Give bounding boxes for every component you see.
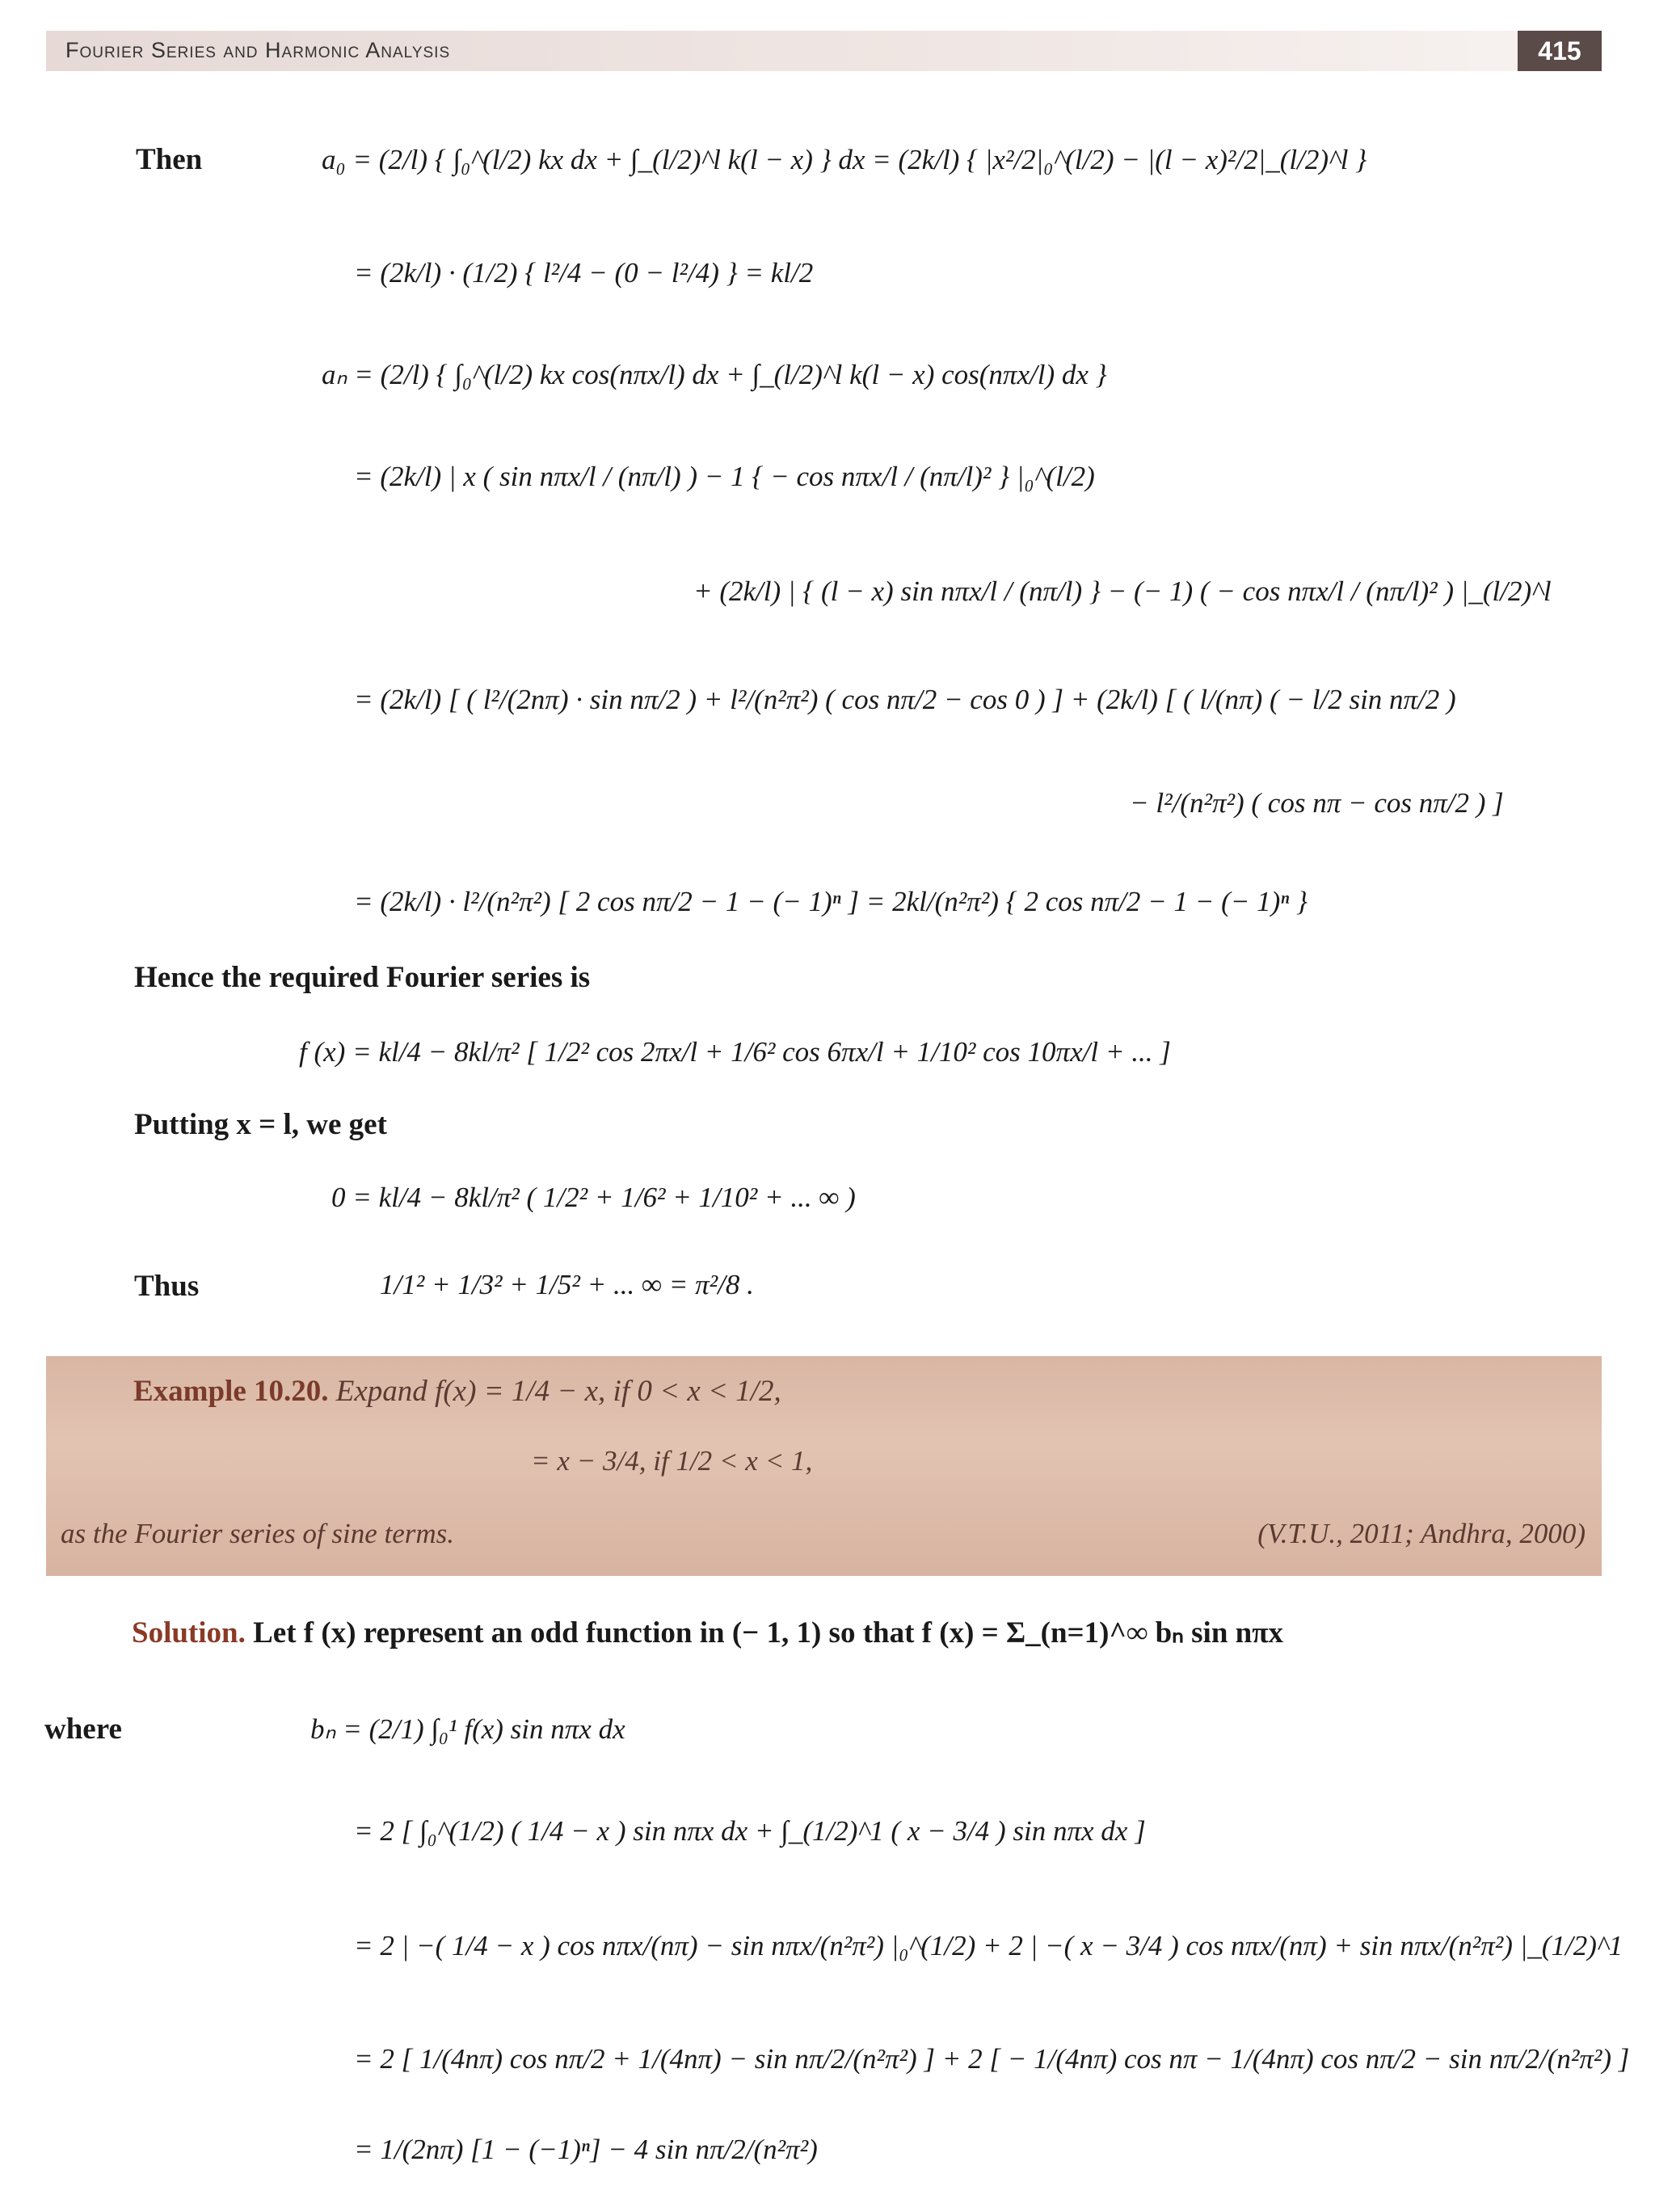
an-equation-line3: + (2k/l) | { (l − x) sin nπx/l / (nπ/l) } − (− 1) ( − cos nπx/l / (nπ/l)² ) |_(l/2)^l: [693, 575, 1552, 607]
an-equation-line2: = (2k/l) | x ( sin nπx/l / (nπ/l) ) − 1 { − cos nπx/l / (nπ/l)² } |₀^(l/2): [354, 461, 1095, 492]
fourier-series-equation: f (x) = kl/4 − 8kl/π² [ 1/2² cos 2πx/l + 1/6² cos 6πx/l + 1/10² cos 10πx/l + ... ]: [299, 1036, 1171, 1068]
example-text3: as the Fourier series of sine terms.: [61, 1518, 455, 1549]
thus-label: Thus: [134, 1270, 200, 1303]
example-citation: (V.T.U., 2011; Andhra, 2000): [1257, 1518, 1586, 1549]
solution-text: Let f (x) represent an odd function in (− 1, 1) so that f (x) = Σ_(n=1)^∞ bₙ sin nπx: [253, 1616, 1284, 1650]
a0-equation-line1: a₀ = (2/l) { ∫₀^(l/2) kx dx + ∫_(l/2)^l k(l − x) } dx = (2k/l) { |x²/2|₀^(l/2) − |(l − x)²/2|_(l/2)^l }: [322, 144, 1367, 175]
a0-equation-line2: = (2k/l) · (1/2) { l²/4 − (0 − l²/4) } = kl/2: [354, 257, 814, 289]
example-box: [46, 1356, 1602, 1576]
an-equation-line4: = (2k/l) [ ( l²/(2nπ) · sin nπ/2 ) + l²/(n²π²) ( cos nπ/2 − cos 0 ) ] + (2k/l) [ ( l/(nπ) ( − l/2 sin nπ/2 ): [354, 684, 1456, 715]
then-label: Then: [136, 143, 203, 176]
bn-equation-line4: = 2 [ 1/(4nπ) cos nπ/2 + 1/(4nπ) − sin nπ/2/(n²π²) ] + 2 [ − 1/(4nπ) cos nπ − 1/(4nπ) cos nπ/2 − sin nπ/2/(n²π²) ]: [354, 2043, 1630, 2075]
bn-equation-line1: bₙ = (2/1) ∫₀¹ f(x) sin nπx dx: [310, 1713, 625, 1745]
an-equation-line1: aₙ = (2/l) { ∫₀^(l/2) kx cos(nπx/l) dx + ∫_(l/2)^l k(l − x) cos(nπx/l) dx }: [322, 359, 1107, 390]
zero-equation: 0 = kl/4 − 8kl/π² ( 1/2² + 1/6² + 1/10² + ... ∞ ): [331, 1182, 856, 1213]
where-label: where: [44, 1713, 122, 1746]
example-text2: = x − 3/4, if 1/2 < x < 1,: [531, 1445, 813, 1477]
running-header: [46, 31, 1602, 71]
example-text1: Expand f(x) = 1/4 − x, if 0 < x < 1/2,: [335, 1375, 781, 1408]
bn-equation-line3: = 2 | −( 1/4 − x ) cos nπx/(nπ) − sin nπx/(n²π²) |₀^(1/2) + 2 | −( x − 3/4 ) cos nπx/(nπ) + sin nπx/(n²π²) |_(1/2)^1: [354, 1930, 1623, 1961]
basel-sum-equation: 1/1² + 1/3² + 1/5² + ... ∞ = π²/8 .: [380, 1269, 754, 1300]
solution-line: [132, 1615, 1283, 1650]
example-label: Example 10.20.: [133, 1375, 329, 1408]
bn-equation-line2: = 2 [ ∫₀^(1/2) ( 1/4 − x ) sin nπx dx + ∫_(1/2)^1 ( x − 3/4 ) sin nπx dx ]: [354, 1815, 1146, 1847]
header-title: Fourier Series and Harmonic Analysis: [65, 38, 451, 62]
putting-text: Putting x = l, we get: [134, 1108, 387, 1141]
bn-equation-line5: = 1/(2nπ) [1 − (−1)ⁿ] − 4 sin nπ/2/(n²π²): [354, 2134, 818, 2165]
an-equation-line5: − l²/(n²π²) ( cos nπ − cos nπ/2 ) ]: [1130, 787, 1504, 819]
an-equation-line6: = (2k/l) · l²/(n²π²) [ 2 cos nπ/2 − 1 − (− 1)ⁿ ] = 2kl/(n²π²) { 2 cos nπ/2 − 1 − (− 1)ⁿ }: [354, 886, 1308, 917]
hence-text: Hence the required Fourier series is: [134, 961, 591, 994]
example-heading: [133, 1374, 781, 1409]
page-number: 415: [1518, 31, 1602, 71]
solution-label: Solution.: [132, 1616, 246, 1650]
